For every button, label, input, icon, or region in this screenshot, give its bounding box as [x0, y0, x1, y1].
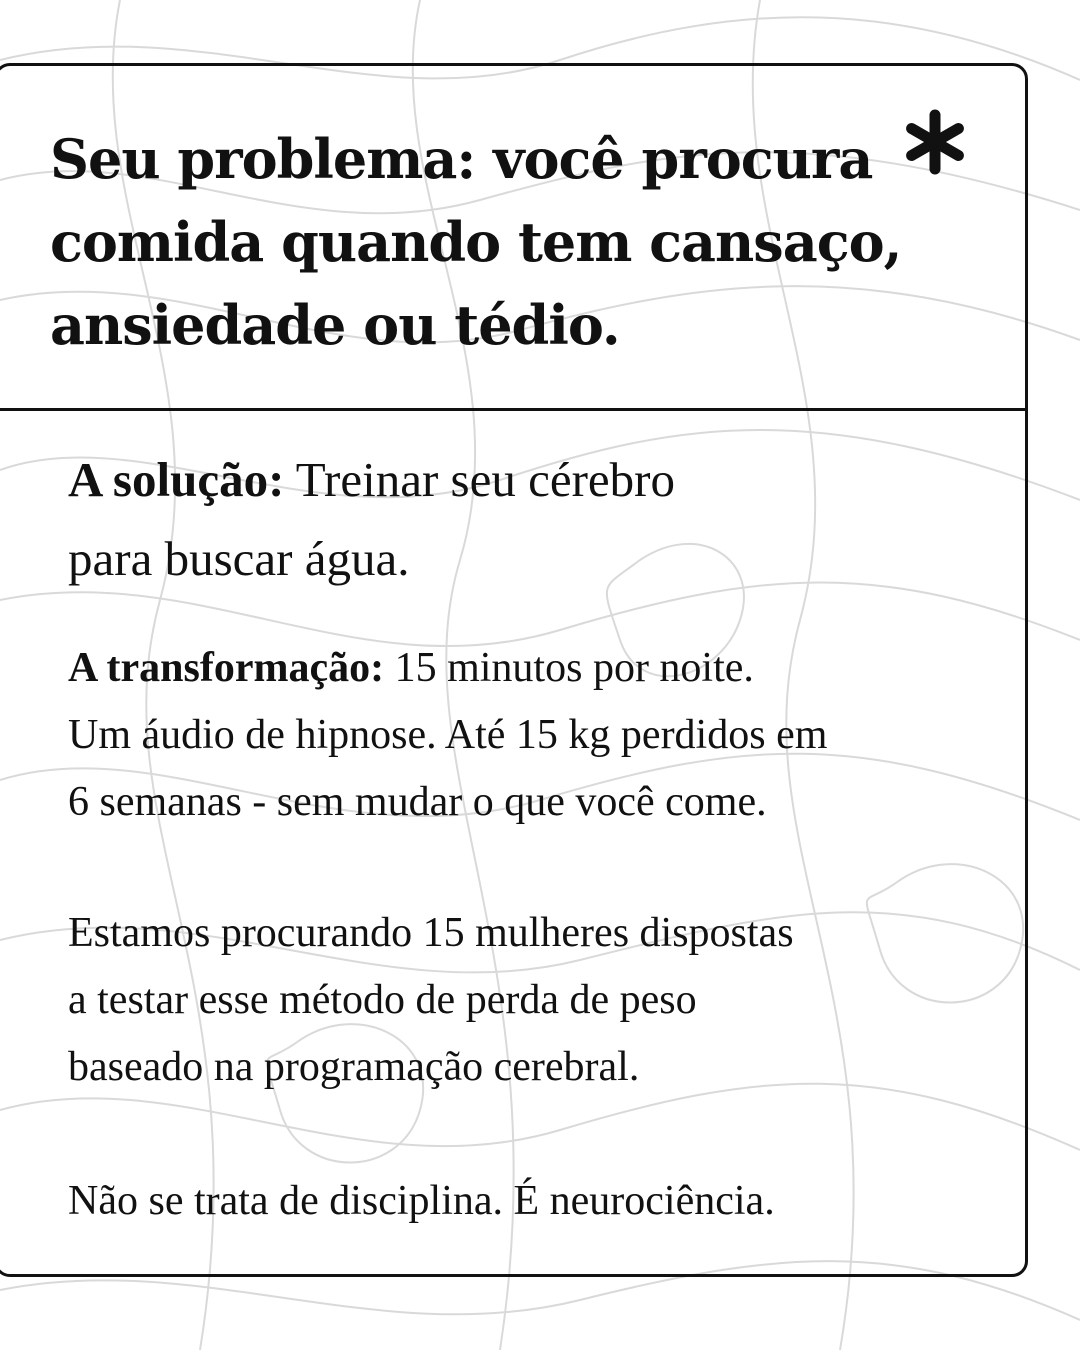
solution-text-line-2: para buscar água.	[68, 531, 410, 586]
headline-line-3: ansiedade ou tédio.	[50, 293, 620, 357]
search-line-1: Estamos procurando 15 mulheres dispostas	[68, 910, 794, 956]
headline	[50, 118, 930, 367]
search-line-3: baseado na programação cerebral.	[68, 1044, 640, 1090]
solution-text-line-1: Treinar seu cérebro	[284, 452, 675, 507]
section-divider	[0, 408, 1025, 411]
transformation-text-line-2: Um áudio de hipnose. Até 15 kg perdidos em	[68, 712, 828, 758]
transformation-text-line-3: 6 semanas - sem mudar o que você come.	[68, 779, 767, 825]
transformation-paragraph	[68, 635, 998, 836]
headline-line-2: comida quando tem cansaço,	[50, 210, 902, 274]
solution-paragraph	[68, 440, 828, 598]
search-paragraph	[68, 900, 998, 1101]
transformation-text-line-1: 15 minutos por noite.	[384, 645, 754, 691]
headline-line-1: Seu problema: você procura	[50, 127, 873, 191]
closing-statement: Não se trata de disciplina. É neurociência.	[68, 1178, 775, 1224]
search-line-2: a testar esse método de perda de peso	[68, 977, 697, 1023]
transformation-label: A transformação:	[68, 645, 385, 691]
solution-label: A solução:	[68, 452, 285, 507]
